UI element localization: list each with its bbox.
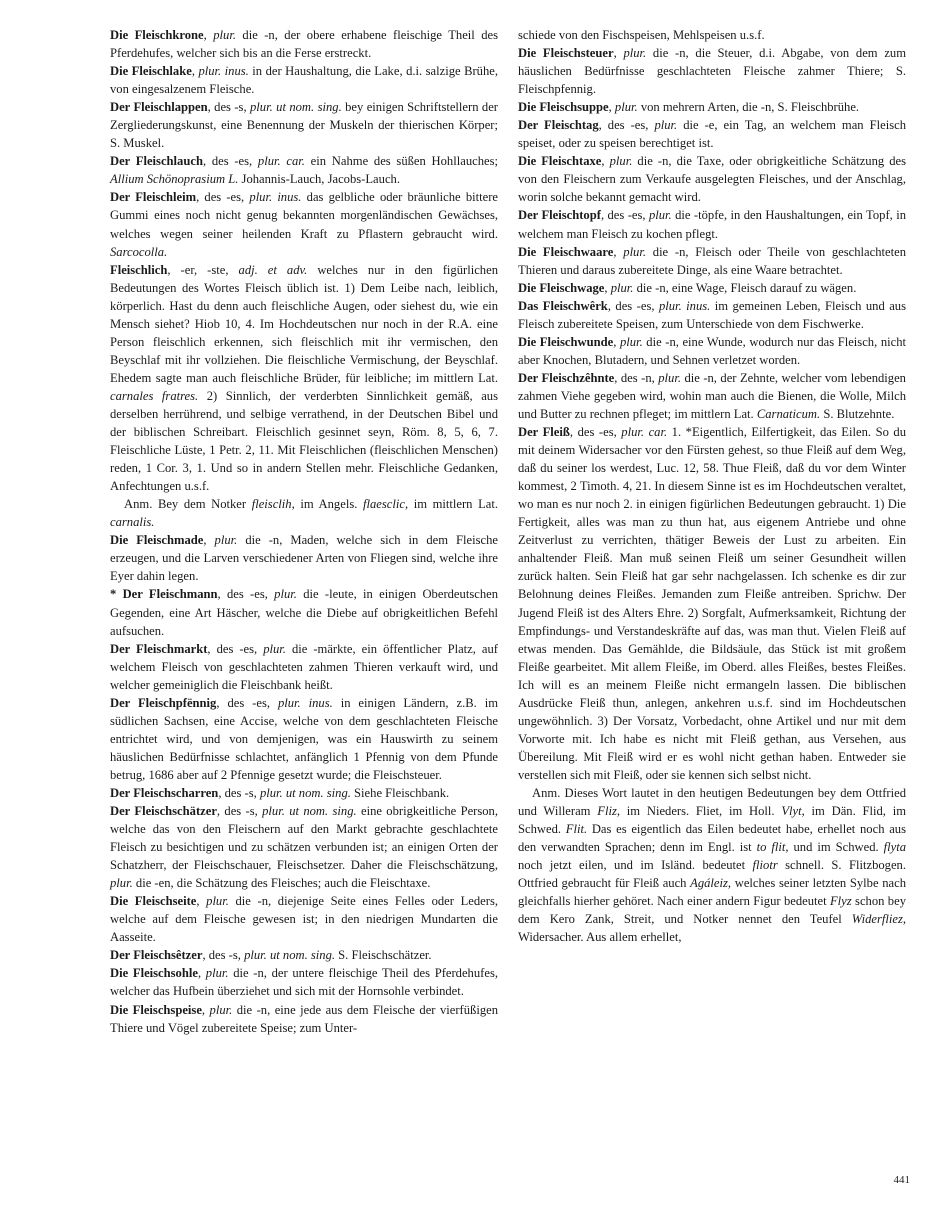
entry-text: Das es eigentlich das Eilen bedeutet habe, erhellet noch aus den verwandten Sprachen; denn im Engl. ist bbox=[518, 822, 907, 855]
entry-fleischseite bbox=[110, 892, 498, 946]
entry-text: eine obrigkeitliche Person, welche das von den Fleischern auf den Markt gebrachte geschlachtete Fleisch zu besichtigen und zu schätzen verbunden ist; an einigen Orten der Schatzherr, der Fleischschauer, Fleischsetzer. Daher die Fleischschätzung, bbox=[110, 804, 498, 873]
italic-text: plur. ut nom. sing. bbox=[244, 948, 336, 963]
entry-fleischmann bbox=[110, 585, 498, 639]
entry-text: , bbox=[203, 533, 215, 548]
entry-text: die -märkte, ein öffentlicher Platz, auf welchem Fleisch von geschlachteten zahmen Thieren verkauft wird, und welcher gemeiniglich die Fleischbank heißt. bbox=[110, 641, 498, 692]
entry-text: , bbox=[613, 334, 620, 349]
entry-text: die -töpfe, in den Haushaltungen, ein Topf, in welchem man Fleisch zu kochen pflegt. bbox=[518, 208, 906, 241]
entry-text: von mehrern Arten, die -n, S. Fleischbrühe. bbox=[637, 100, 860, 115]
italic-text: plur. bbox=[614, 100, 638, 115]
italic-text: plur. inus. bbox=[198, 64, 249, 79]
entry-text: welches nur in den figürlichen Bedeutungen des Wortes Fleisch üblich ist. 1) Dem Leibe nach, leiblich, körperlich. Hast du denn auch fleischliche Augen, oder siehest du, wie ein Mensch siehet? Hiob 10, 4. Im Hochdeutschen nur noch in der R.A. eine Person fleischlich erkennen, sich fleischlich mit ihr vermischen, den Beyschlaf mit ihr vollziehen. Die fleischliche Vermischung, der Beyschlaf. Ehedem sagte man auch fleischliche Brüder, für leibliche; im mittlern Lat. bbox=[110, 262, 498, 385]
headword: * Der Fleischmann bbox=[110, 587, 218, 602]
italic-text: plur. bbox=[214, 533, 238, 548]
entry-fleischzehnte bbox=[518, 369, 906, 423]
italic-text: plur. bbox=[609, 154, 633, 169]
entry-text: , bbox=[191, 64, 199, 79]
italic-text: plur. bbox=[205, 966, 229, 981]
headword: Der Fleischsêtzer bbox=[110, 948, 203, 963]
italic-text: carnalis. bbox=[110, 515, 155, 530]
headword: Der Fleiß bbox=[518, 425, 570, 440]
entry-fleischmade bbox=[110, 531, 498, 585]
entry-text: , bbox=[196, 894, 207, 909]
entry-text: die -n, Fleisch oder Theile von geschlachteten Thieren und daraus zubereitete Dinge, als eine Waare betrachtet. bbox=[518, 244, 907, 277]
entry-fleischtag bbox=[518, 116, 906, 152]
headword: Die Fleischtaxe bbox=[518, 154, 602, 169]
entry-text: Widersacher. Aus allem erhellet, bbox=[518, 930, 682, 945]
entry-text: Anm. Bey dem Notker bbox=[124, 497, 252, 512]
italic-text: adj. et adv. bbox=[238, 262, 308, 277]
headword: Die Fleischwaare bbox=[518, 244, 614, 259]
entry-anm-fleiss bbox=[518, 784, 906, 946]
entry-text: , -er, -ste, bbox=[167, 262, 239, 277]
entry-fleischleim bbox=[110, 188, 498, 260]
entry-text: S. Blutzehnte. bbox=[820, 406, 895, 421]
entry-text: welches seiner letzten Sylbe nach gleichfalls hierher gehöret. Nach einer andern Figur bedeutet bbox=[518, 876, 906, 909]
headword: Die Fleischwage bbox=[518, 280, 605, 295]
entry-text: die -n, der Zehnte, welcher vom lebendigen zahmen Viehe gegeben wird, wohin man auch die Bienen, die Wolle, Milch und Butter zu rechnen pfleget; im mittlern Lat. bbox=[518, 370, 906, 421]
italic-text: plur. bbox=[274, 587, 297, 602]
entry-text: im Angels. bbox=[294, 497, 363, 512]
italic-text: plur. ut nom. sing. bbox=[262, 804, 357, 819]
headword: Die Fleischsuppe bbox=[518, 100, 609, 115]
headword: Der Fleischleim bbox=[110, 190, 197, 205]
entry-text: , bbox=[197, 966, 206, 981]
entry-text: , bbox=[613, 244, 624, 259]
entry-text: , des -es, bbox=[600, 208, 649, 223]
entry-fleischwerk bbox=[518, 297, 906, 333]
italic-text: plur. car. bbox=[621, 425, 668, 440]
entry-text: 1. *Eigentlich, Eilfertigkeit, das Eilen. So du mit deinem Widersacher vor den Fürsten gehest, so thue Fleiß auf dem Weg, daß du seiner los werdest, Luc. 12, 58. Thue Fleiß, daß du vor dem Winter kommest, 2 Timoth. 4, 21. In diesem Sinne ist es im Hochdeutschen veraltet, wo man es nur noch 2. in einigen figürlichen Bedeutungen gebraucht. 1) Die Fertigkeit, alles was man zu thun hat, aus eigenem Antriebe und ohne Zeitverlust zu verrichten, thätiger Beweis der Lust zu arbeiten. Ein anhaltender Fleiß. Man muß seinen Fleiß um seiner Gesundheit willen zurück halten. Sein Fleiß hat gar sehr nachgelassen. Ich schenke es dir zur Belohnung deines Fleißes. Jemanden zum Fleiße antreiben. Sprichw. Der Jugend Fleiß ist des Alters Ehre. 2) Sorgfalt, Aufmerksamkeit, Richtung der Empfindungs- und Verstandeskräfte auf das, was man thut. Vielen Fleiß auf etwas menden. Das Gemählde, die Bildsäule, das Stück ist mit großem Fleiße gearbeitet. Mit allem Fleiße, im Oberd. alles Fleißes, bestes Fleißes. Ich will es an meinem Fleiße nicht ermangeln lassen. Die biblischen Ausdrücke Fleiß thun, anlegen, ankehren u.s.f. sind im Hochdeutschen ungewöhnlich. 3) Der Vorsatz, Vorbedacht, ohne Artikel und nur mit dem Vorworte mit. Ich habe es nicht mit Fleiß gethan, aus Versehen, aus Übereilung. Mit Fleiß wird er es wohl nicht gethan haben. Entweder sie verstellen sich mit Fleiß, oder sie kennen sich selbst nicht. bbox=[518, 425, 907, 782]
entry-text: im Nieders. Fliet, im Holl. bbox=[620, 804, 782, 819]
italic-text: Allium Schönoprasium L. bbox=[110, 172, 239, 187]
italic-text: plur. bbox=[263, 641, 286, 656]
italic-text: to flit, bbox=[756, 840, 789, 855]
entry-text: die -n, die Steuer, d.i. Abgabe, von dem zum häuslichen Bedürfnisse geschlachteten Fleische zahmer Thiere; S. Fleischpfennig. bbox=[518, 46, 906, 97]
italic-text: plur. bbox=[619, 334, 643, 349]
entry-fleischlauch bbox=[110, 152, 498, 188]
italic-text: plur. bbox=[209, 1002, 233, 1017]
entry-fleischscharren bbox=[110, 784, 498, 802]
italic-text: Carnaticum. bbox=[756, 406, 821, 421]
entry-text: schon bey dem Kero Zank, Streit, und Notker nennet den Teufel bbox=[518, 894, 906, 927]
entry-text: die -leute, in einigen Oberdeutschen Gegenden, eine Art Häscher, welche die Diebe auf obrigkeitlichen Befehl aufsuchen. bbox=[110, 587, 498, 638]
headword: Die Fleischmade bbox=[110, 533, 204, 548]
entry-fleischsohle bbox=[110, 964, 498, 1000]
entry-text: noch jetzt eilen, und im Isländ. bedeutet bbox=[518, 858, 753, 873]
entry-text: 2) Sinnlich, der verderbten Sinnlichkeit gemäß, aus derselben herrührend, und selbige verrathend, in der Deutschen Bibel und der biblischen Schreibart. Fleischlich gesinnet seyn, Röm. 8, 5, 6, 7. Fleischliche Lüste, 1 Petr. 2, 11. Mit Fleischlichen (fleischlichen Menschen) reden, 1 Cor. 3, 1. Und so in andern Stellen mehr. Fleischliche Gedanken, Anfechtungen u.s.f. bbox=[110, 388, 498, 494]
entry-fleischtaxe bbox=[518, 152, 906, 206]
entry-text: , des -n, bbox=[614, 370, 659, 385]
italic-text: plur. ut nom. sing. bbox=[259, 785, 351, 800]
entry-fleischspeise-cont bbox=[518, 26, 906, 44]
entry-text: die -n, Maden, welche sich in dem Fleische erzeugen, und die Larven verschiedener Arten von Fliegen sind, welche ihre Eyer dahin legen. bbox=[110, 533, 498, 584]
italic-text: Flit. bbox=[565, 822, 588, 837]
entry-text: S. Fleischschätzer. bbox=[335, 948, 432, 963]
entry-text: in einigen Ländern, z.B. im südlichen Sachsen, eine Accise, welche von dem geschlachteten Fleische entrichtet wird, und von demjenigen, was ein Hauswirth zu seinem häuslichen Bedürfnisse schlachtet, anfänglich 1 Pfennig von dem Pfunde betrug, 1686 aber auf 2 Pfennige gesetzt wurde; die Fleischsteuer. bbox=[110, 695, 498, 782]
italic-text: plur. bbox=[623, 46, 647, 61]
italic-text: plur. bbox=[213, 28, 236, 42]
headword: Der Fleischtopf bbox=[518, 208, 601, 223]
entry-text: die -en, die Schätzung des Fleisches; auch die Fleischtaxe. bbox=[132, 876, 431, 891]
italic-text: Vlyt, bbox=[781, 804, 805, 819]
entry-fleischlappen bbox=[110, 98, 498, 152]
entry-text: , des -es, bbox=[607, 298, 659, 313]
headword: Der Fleischscharren bbox=[110, 785, 219, 800]
entry-text: das gelbliche oder bräunliche bittere Gummi eines noch nicht genug bekannten morgenländischen Gewächses, welches wegen seiner heilenden Kraft zu Pflastern gebraucht wird. bbox=[110, 190, 498, 241]
italic-text: flyta bbox=[883, 840, 906, 855]
entry-text: die -n, eine jede aus dem Fleische der vierfüßigen Thiere und Vögel zubereitete Speise; zum Unter- bbox=[110, 1002, 499, 1035]
entry-text: , bbox=[203, 28, 214, 42]
entry-fleischlake bbox=[110, 62, 498, 98]
entry-text: die -n, eine Wunde, wodurch nur das Fleisch, nicht aber Knochen, Blutadern, und Sehnen verletzet worden. bbox=[518, 334, 906, 367]
italic-text: flaesclic, bbox=[362, 497, 409, 512]
italic-text: plur. inus. bbox=[658, 298, 711, 313]
entry-text: , des -s, bbox=[202, 948, 245, 963]
entry-text: und im Schwed. bbox=[788, 840, 884, 855]
entry-text: , des -s, bbox=[207, 100, 250, 115]
entry-fleischpfennig bbox=[110, 694, 498, 784]
entry-text: , bbox=[604, 280, 611, 295]
entry-text: schnell. S. Flitzbogen. Ottfried gebraucht für Fleiß auch bbox=[518, 858, 906, 891]
entry-text: die -n, der untere fleischige Theil des Pferdehufes, welcher das Hufbein überziehet und sich mit der Hornsohle verbindet. bbox=[110, 966, 498, 999]
headword: Der Fleischtag bbox=[518, 118, 599, 133]
italic-text: Sarcocolla. bbox=[110, 244, 168, 259]
italic-text: Widerfliez, bbox=[851, 912, 906, 927]
entry-text: Siehe Fleischbank. bbox=[350, 785, 450, 800]
entry-text: , des -s, bbox=[216, 804, 263, 819]
headword: Die Fleischkrone bbox=[110, 28, 204, 42]
headword: Die Fleischseite bbox=[110, 894, 197, 909]
entry-text: , bbox=[601, 154, 610, 169]
entry-text: , des -es, bbox=[202, 154, 258, 169]
entry-text: , des -es, bbox=[216, 695, 278, 710]
entry-fleischsuppe bbox=[518, 98, 906, 116]
italic-text: plur. bbox=[648, 208, 672, 223]
entry-text: im gemeinen Leben, Fleisch und aus Fleisch zubereitete Speisen, zum Unterschiede von dem Fischwerke. bbox=[518, 298, 907, 331]
italic-text: Fliz, bbox=[597, 804, 621, 819]
entry-text: bey einigen Schriftstellern der Zergliederungskunst, eine Benennung der Muskeln der thierischen Körper; S. Muskel. bbox=[110, 100, 498, 151]
entry-text: im Dän. Flid, im Schwed. bbox=[518, 804, 907, 837]
entry-fleischwage bbox=[518, 279, 906, 297]
entry-fleischlich bbox=[110, 261, 498, 496]
italic-text: plur. bbox=[610, 280, 634, 295]
italic-text: Flyz bbox=[829, 894, 852, 909]
entry-text: , des -s, bbox=[218, 785, 260, 800]
italic-text: carnales fratres. bbox=[110, 388, 199, 403]
entry-text: , des -es, bbox=[207, 641, 264, 656]
headword: Die Fleischspeise bbox=[110, 1002, 202, 1017]
entry-text: im mittlern Lat. bbox=[408, 497, 499, 512]
headword: Die Fleischlake bbox=[110, 64, 192, 79]
entry-text: , bbox=[613, 46, 624, 61]
italic-text: fleisclih, bbox=[251, 497, 295, 512]
headword: Die Fleischsohle bbox=[110, 966, 198, 981]
entry-text: , des -es, bbox=[196, 190, 250, 205]
headword: Der Fleischschätzer bbox=[110, 804, 217, 819]
entry-anm-notker bbox=[110, 495, 498, 531]
entry-text: , bbox=[201, 1002, 210, 1017]
entry-text: die -n, die Taxe, oder obrigkeitliche Schätzung des von den Fleischern zum Verkaufe ausgelegten Fleisches, und der Anschlag, worin solche bekannt gemacht wird. bbox=[518, 154, 907, 205]
entry-text: Johannis-Lauch, Jacobs-Lauch. bbox=[238, 172, 400, 187]
headword: Der Fleischlappen bbox=[110, 100, 208, 115]
entry-text: die -n, der obere erhabene fleischige Theil des Pferdehufes, welcher sich bis an die Ferse erstreckt. bbox=[110, 28, 499, 61]
headword: Der Fleischzêhnte bbox=[518, 370, 615, 385]
entry-fleischspeise bbox=[110, 1001, 498, 1037]
italic-text: plur. bbox=[110, 876, 133, 891]
entry-fleischschaetzer bbox=[110, 802, 498, 892]
italic-text: plur. bbox=[654, 118, 678, 133]
entry-fleischsteuer bbox=[518, 44, 906, 98]
entry-fleischsetzer bbox=[110, 946, 498, 964]
headword: Der Fleischmarkt bbox=[110, 641, 208, 656]
entry-text: die -n, eine Wage, Fleisch darauf zu wägen. bbox=[633, 280, 857, 295]
italic-text: plur. inus. bbox=[277, 695, 333, 710]
entry-fleischkrone bbox=[110, 26, 498, 62]
headword: Die Fleischsteuer bbox=[518, 46, 614, 61]
entry-text: schiede von den Fischspeisen, Mehlspeisen u.s.f. bbox=[518, 28, 765, 42]
italic-text: plur. bbox=[658, 370, 681, 385]
headword: Fleischlich bbox=[110, 262, 168, 277]
italic-text: plur. inus. bbox=[249, 190, 302, 205]
headword: Die Fleischwunde bbox=[518, 334, 614, 349]
headword: Das Fleischwêrk bbox=[518, 298, 608, 313]
right-column bbox=[518, 26, 906, 946]
entry-fleiss bbox=[518, 423, 906, 784]
entry-fleischwaare bbox=[518, 243, 906, 279]
entry-text: ein Nahme des süßen Hohllauches; bbox=[304, 154, 498, 169]
entry-text: Anm. Dieses Wort lautet in den heutigen Bedeutungen bey dem Ottfried und Willeram bbox=[518, 785, 906, 819]
entry-text: , des -es, bbox=[217, 587, 275, 602]
entry-text: , bbox=[608, 100, 615, 115]
italic-text: plur. ut nom. sing. bbox=[250, 100, 342, 115]
entry-text: die -n, diejenige Seite eines Felles oder Leders, welche auf dem Fleische gewesen ist; in den niedrigen Mundarten die Aasseite. bbox=[110, 894, 498, 945]
entry-text: die -e, ein Tag, an welchem man Fleisch speiset, oder zu speisen berechtiget ist. bbox=[518, 118, 906, 151]
entry-fleischwunde bbox=[518, 333, 906, 369]
italic-text: fliotr bbox=[752, 858, 778, 873]
entry-text: , des -es, bbox=[569, 425, 622, 440]
headword: Der Fleischpfënnig bbox=[110, 695, 217, 710]
entry-fleischmarkt bbox=[110, 640, 498, 694]
entry-text: , des -es, bbox=[598, 118, 655, 133]
italic-text: plur. bbox=[623, 244, 647, 259]
italic-text: plur. bbox=[206, 894, 229, 909]
italic-text: Agáleiz, bbox=[690, 876, 732, 891]
italic-text: plur. car. bbox=[257, 154, 305, 169]
left-column bbox=[110, 26, 498, 1037]
page-number: 441 bbox=[893, 1174, 910, 1186]
entry-fleischtopf bbox=[518, 206, 906, 242]
entry-text: in der Haushaltung, die Lake, d.i. salzige Brühe, von eingesalzenem Fleische. bbox=[110, 64, 498, 97]
headword: Der Fleischlauch bbox=[110, 154, 203, 169]
